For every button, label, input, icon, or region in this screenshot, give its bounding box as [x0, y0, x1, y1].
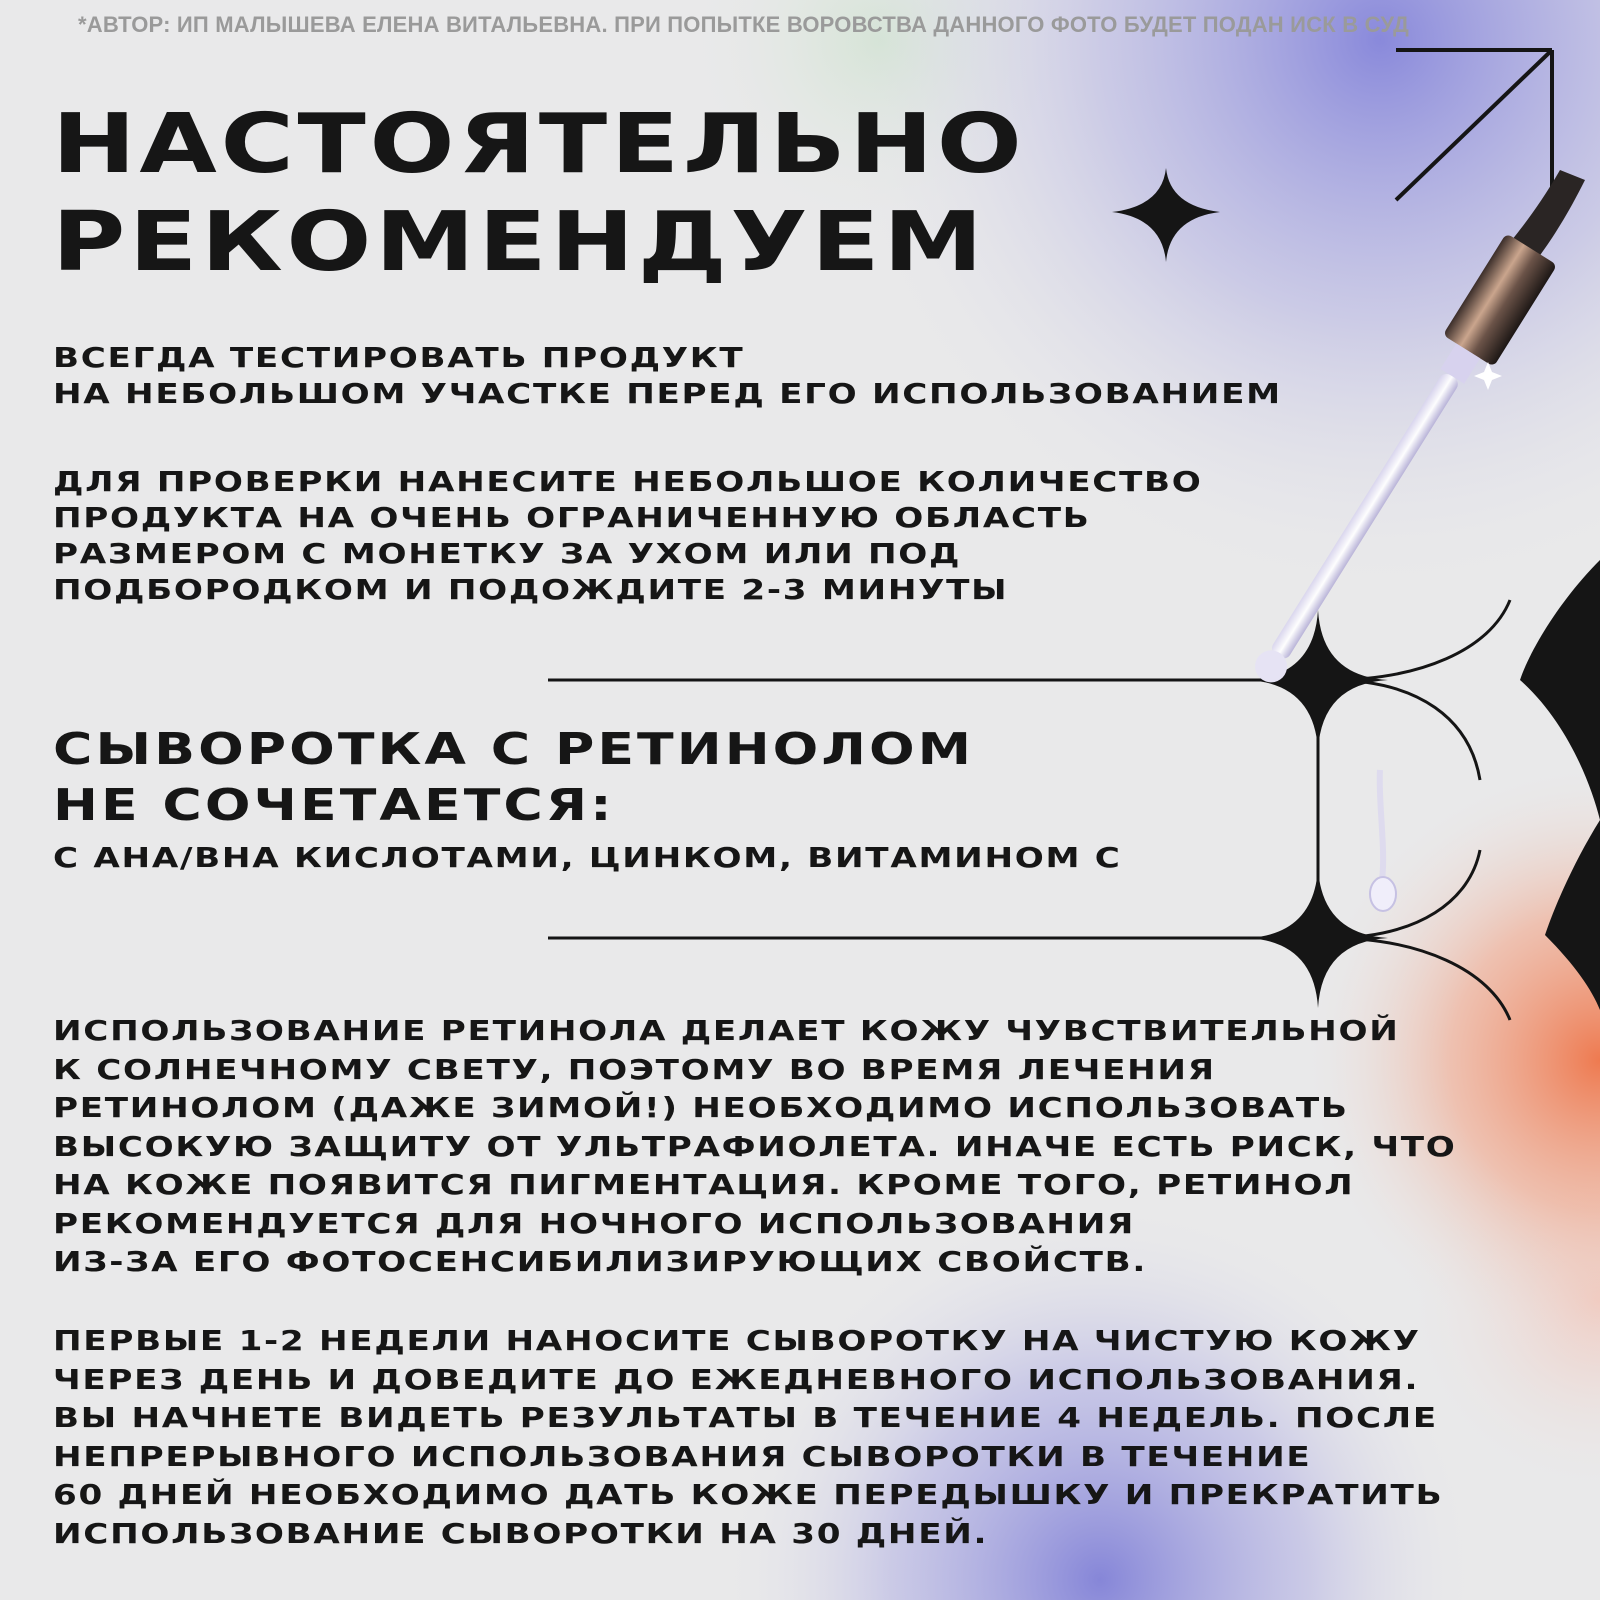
text-line: НА КОЖЕ ПОЯВИТСЯ ПИГМЕНТАЦИЯ. КРОМЕ ТОГО, РЕТИНОЛ [53, 1168, 1355, 1201]
sun-sensitivity-paragraph [53, 1012, 1457, 1282]
text-line: ИСПОЛЬЗОВАНИЕ СЫВОРОТКИ НА 30 ДНЕЙ. [53, 1516, 989, 1550]
check-instructions [53, 464, 1203, 608]
text-line: ИЗ-ЗА ЕГО ФОТОСЕНСИБИЛИЗИРУЮЩИХ СВОЙСТВ. [53, 1245, 1148, 1278]
text-line: НА НЕБОЛЬШОМ УЧАСТКЕ ПЕРЕД ЕГО ИСПОЛЬЗОВАНИЕМ [53, 377, 1282, 410]
subhead-line: СЫВОРОТКА С РЕТИНОЛОМ [53, 724, 975, 775]
text-line: ВЫСОКУЮ ЗАЩИТУ ОТ УЛЬТРАФИОЛЕТА. ИНАЧЕ ЕСТЬ РИСК, ЧТО [53, 1129, 1457, 1163]
text-line: ПОДБОРОДКОМ И ПОДОЖДИТЕ 2-3 МИНУТЫ [53, 573, 1009, 606]
text-line: РАЗМЕРОМ С МОНЕТКУ ЗА УХОМ ИЛИ ПОД [53, 537, 962, 570]
text-line: РЕТИНОЛОМ (ДАЖЕ ЗИМОЙ!) НЕОБХОДИМО ИСПОЛЬЗОВАТЬ [53, 1091, 1349, 1124]
text-line: ВЫ НАЧНЕТЕ ВИДЕТЬ РЕЗУЛЬТАТЫ В ТЕЧЕНИЕ 4 НЕДЕЛЬ. ПОСЛЕ [53, 1401, 1438, 1434]
text-line: ИСПОЛЬЗОВАНИЕ РЕТИНОЛА ДЕЛАЕТ КОЖУ ЧУВСТВИТЕЛЬНОЙ [53, 1014, 1400, 1047]
headline [52, 96, 1026, 292]
subhead-line: НЕ СОЧЕТАЕТСЯ: [53, 780, 615, 831]
text-line: НЕПРЕРЫВНОГО ИСПОЛЬЗОВАНИЯ СЫВОРОТКИ В ТЕЧЕНИЕ [53, 1439, 1312, 1473]
text-line: С AHA/BHA КИСЛОТАМИ, ЦИНКОМ, ВИТАМИНОМ C [53, 841, 1122, 874]
headline-line: РЕКОМЕНДУЕМ [52, 195, 987, 290]
text-line: ДЛЯ ПРОВЕРКИ НАНЕСИТЕ НЕБОЛЬШОЕ КОЛИЧЕСТВО [53, 465, 1203, 498]
test-recommendation [53, 340, 1282, 412]
text-line: ПРОДУКТА НА ОЧЕНЬ ОГРАНИЧЕННУЮ ОБЛАСТЬ [53, 501, 1091, 534]
combination-warning [53, 722, 974, 834]
text-line: 60 ДНЕЙ НЕОБХОДИМО ДАТЬ КОЖЕ ПЕРЕДЫШКУ И ПРЕКРАТИТЬ [53, 1478, 1444, 1511]
combination-detail [53, 840, 1122, 876]
text-line: ПЕРВЫЕ 1-2 НЕДЕЛИ НАНОСИТЕ СЫВОРОТКУ НА ЧИСТУЮ КОЖУ [53, 1324, 1421, 1357]
usage-schedule-paragraph [53, 1322, 1443, 1553]
text-line: ЧЕРЕЗ ДЕНЬ И ДОВЕДИТЕ ДО ЕЖЕДНЕВНОГО ИСПОЛЬЗОВАНИЯ. [53, 1362, 1420, 1396]
headline-line: НАСТОЯТЕЛЬНО [52, 97, 1026, 192]
text-line: ВСЕГДА ТЕСТИРОВАТЬ ПРОДУКТ [53, 341, 745, 374]
text-line: РЕКОМЕНДУЕТСЯ ДЛЯ НОЧНОГО ИСПОЛЬЗОВАНИЯ [53, 1206, 1136, 1240]
copyright-notice: *АВТОР: ИП МАЛЫШЕВА ЕЛЕНА ВИТАЛЬЕВНА. ПРИ ПОПЫТКЕ ВОРОВСТВА ДАННОГО ФОТО БУДЕТ ПОДАН ИСК В СУД [78, 12, 1410, 37]
text-line: К СОЛНЕЧНОМУ СВЕТУ, ПОЭТОМУ ВО ВРЕМЯ ЛЕЧЕНИЯ [53, 1052, 1216, 1086]
